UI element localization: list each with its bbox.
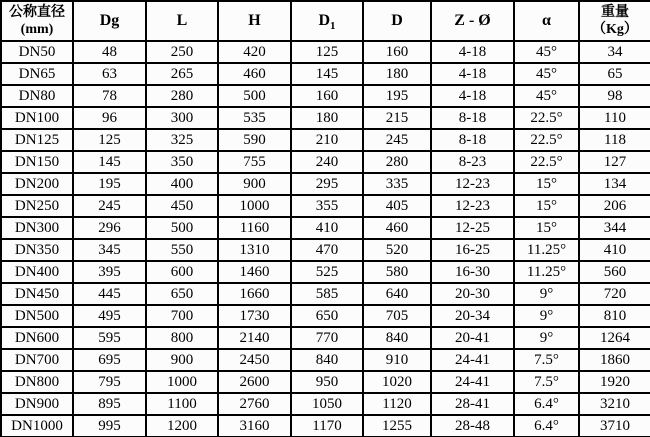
value-cell: 24-41 (431, 371, 514, 393)
value-cell: 22.5° (514, 107, 579, 129)
value-cell: 215 (363, 107, 431, 129)
value-cell: 15° (514, 217, 579, 239)
row-label-cell: DN500 (1, 305, 73, 327)
value-cell: 8-18 (431, 107, 514, 129)
value-cell: 345 (73, 239, 146, 261)
value-cell: 145 (291, 63, 363, 85)
value-cell: 1160 (218, 217, 291, 239)
value-cell: 12-23 (431, 173, 514, 195)
value-cell: 1310 (218, 239, 291, 261)
row-label-cell: DN100 (1, 107, 73, 129)
table-row (1, 63, 650, 85)
value-cell: 195 (73, 173, 146, 195)
value-cell: 1200 (146, 415, 218, 437)
col-header-nominal-diameter (1, 1, 73, 41)
row-label-cell: DN65 (1, 63, 73, 85)
value-cell: 640 (363, 283, 431, 305)
value-cell: 3710 (579, 415, 650, 437)
table-row (1, 41, 650, 63)
value-cell: 840 (291, 349, 363, 371)
value-cell: 3210 (579, 393, 650, 415)
value-cell: 580 (363, 261, 431, 283)
col-header-z-holes: Z - Ø (431, 1, 514, 41)
value-cell: 520 (363, 239, 431, 261)
value-cell: 45° (514, 85, 579, 107)
value-cell: 500 (218, 85, 291, 107)
value-cell: 1100 (146, 393, 218, 415)
value-cell: 895 (73, 393, 146, 415)
value-cell: 9° (514, 305, 579, 327)
value-cell: 1264 (579, 327, 650, 349)
col-header-nominal-diameter-line2: (mm) (20, 22, 54, 37)
value-cell: 6.4° (514, 415, 579, 437)
value-cell: 24-41 (431, 349, 514, 371)
table-row (1, 107, 650, 129)
value-cell: 28-48 (431, 415, 514, 437)
value-cell: 98 (579, 85, 650, 107)
value-cell: 15° (514, 195, 579, 217)
value-cell: 344 (579, 217, 650, 239)
value-cell: 20-30 (431, 283, 514, 305)
row-label-cell: DN450 (1, 283, 73, 305)
value-cell: 810 (579, 305, 650, 327)
value-cell: 34 (579, 41, 650, 63)
table-row (1, 173, 650, 195)
value-cell: 9° (514, 283, 579, 305)
value-cell: 470 (291, 239, 363, 261)
col-header-weight (579, 1, 650, 41)
row-label-cell: DN350 (1, 239, 73, 261)
value-cell: 410 (291, 217, 363, 239)
value-cell: 450 (146, 195, 218, 217)
value-cell: 400 (146, 173, 218, 195)
value-cell: 250 (146, 41, 218, 63)
value-cell: 1120 (363, 393, 431, 415)
value-cell: 240 (291, 151, 363, 173)
value-cell: 16-30 (431, 261, 514, 283)
col-header-alpha: α (514, 1, 579, 41)
value-cell: 180 (363, 63, 431, 85)
value-cell: 720 (579, 283, 650, 305)
value-cell: 585 (291, 283, 363, 305)
value-cell: 11.25° (514, 239, 579, 261)
value-cell: 22.5° (514, 151, 579, 173)
row-label-cell: DN700 (1, 349, 73, 371)
value-cell: 134 (579, 173, 650, 195)
col-header-weight-line2: （Kg） (592, 22, 638, 37)
value-cell: 535 (218, 107, 291, 129)
value-cell: 160 (291, 85, 363, 107)
value-cell: 2760 (218, 393, 291, 415)
col-header-nominal-diameter-line1: 公称直径 (9, 5, 65, 20)
table-row (1, 371, 650, 393)
value-cell: 950 (291, 371, 363, 393)
value-cell: 45° (514, 41, 579, 63)
row-label-cell: DN250 (1, 195, 73, 217)
row-label-cell: DN400 (1, 261, 73, 283)
value-cell: 180 (291, 107, 363, 129)
value-cell: 1050 (291, 393, 363, 415)
col-header-d1: $D_1$ (291, 1, 363, 41)
value-cell: 280 (146, 85, 218, 107)
table-row (1, 283, 650, 305)
table-row (1, 393, 650, 415)
value-cell: 355 (291, 195, 363, 217)
value-cell: 1255 (363, 415, 431, 437)
row-label-cell: DN50 (1, 41, 73, 63)
value-cell: 296 (73, 217, 146, 239)
value-cell: 335 (363, 173, 431, 195)
col-header-weight-line1: 重量 (601, 5, 629, 20)
value-cell: 590 (218, 129, 291, 151)
value-cell: 460 (363, 217, 431, 239)
value-cell: 550 (146, 239, 218, 261)
value-cell: 650 (291, 305, 363, 327)
value-cell: 755 (218, 151, 291, 173)
value-cell: 245 (73, 195, 146, 217)
value-cell: 2140 (218, 327, 291, 349)
value-cell: 265 (146, 63, 218, 85)
value-cell: 110 (579, 107, 650, 129)
value-cell: 45° (514, 63, 579, 85)
value-cell: 560 (579, 261, 650, 283)
value-cell: 1000 (146, 371, 218, 393)
value-cell: 1860 (579, 349, 650, 371)
value-cell: 1460 (218, 261, 291, 283)
value-cell: 3160 (218, 415, 291, 437)
value-cell: 1920 (579, 371, 650, 393)
value-cell: 22.5° (514, 129, 579, 151)
value-cell: 600 (146, 261, 218, 283)
value-cell: 8-23 (431, 151, 514, 173)
value-cell: 900 (146, 349, 218, 371)
value-cell: 210 (291, 129, 363, 151)
value-cell: 995 (73, 415, 146, 437)
table-row (1, 151, 650, 173)
value-cell: 9° (514, 327, 579, 349)
value-cell: 410 (579, 239, 650, 261)
table-row (1, 349, 650, 371)
value-cell: 595 (73, 327, 146, 349)
row-label-cell: DN80 (1, 85, 73, 107)
table-row (1, 195, 650, 217)
table-row (1, 261, 650, 283)
value-cell: 63 (73, 63, 146, 85)
table-row (1, 239, 650, 261)
col-header-d: D (363, 1, 431, 41)
value-cell: 1020 (363, 371, 431, 393)
value-cell: 405 (363, 195, 431, 217)
value-cell: 96 (73, 107, 146, 129)
value-cell: 910 (363, 349, 431, 371)
value-cell: 1660 (218, 283, 291, 305)
row-label-cell: DN200 (1, 173, 73, 195)
header-row (1, 1, 650, 41)
table-row (1, 415, 650, 437)
value-cell: 350 (146, 151, 218, 173)
value-cell: 206 (579, 195, 650, 217)
table-row (1, 129, 650, 151)
value-cell: 445 (73, 283, 146, 305)
value-cell: 7.5° (514, 371, 579, 393)
value-cell: 1000 (218, 195, 291, 217)
row-label-cell: DN125 (1, 129, 73, 151)
value-cell: 7.5° (514, 349, 579, 371)
value-cell: 28-41 (431, 393, 514, 415)
table-row (1, 327, 650, 349)
value-cell: 700 (146, 305, 218, 327)
value-cell: 395 (73, 261, 146, 283)
value-cell: 495 (73, 305, 146, 327)
value-cell: 2450 (218, 349, 291, 371)
value-cell: 1730 (218, 305, 291, 327)
col-header-d1-subscript: 1 (330, 20, 336, 33)
row-label-cell: DN900 (1, 393, 73, 415)
value-cell: 118 (579, 129, 650, 151)
value-cell: 280 (363, 151, 431, 173)
value-cell: 325 (146, 129, 218, 151)
value-cell: 460 (218, 63, 291, 85)
value-cell: 48 (73, 41, 146, 63)
value-cell: 795 (73, 371, 146, 393)
value-cell: 6.4° (514, 393, 579, 415)
col-header-l: L (146, 1, 218, 41)
value-cell: 900 (218, 173, 291, 195)
value-cell: 11.25° (514, 261, 579, 283)
value-cell: 195 (363, 85, 431, 107)
value-cell: 15° (514, 173, 579, 195)
value-cell: 2600 (218, 371, 291, 393)
table-row (1, 85, 650, 107)
value-cell: 145 (73, 151, 146, 173)
value-cell: 4-18 (431, 63, 514, 85)
col-header-dg: Dg (73, 1, 146, 41)
table-row (1, 305, 650, 327)
row-label-cell: DN600 (1, 327, 73, 349)
value-cell: 8-18 (431, 129, 514, 151)
value-cell: 12-23 (431, 195, 514, 217)
value-cell: 4-18 (431, 85, 514, 107)
value-cell: 127 (579, 151, 650, 173)
col-header-h: H (218, 1, 291, 41)
value-cell: 705 (363, 305, 431, 327)
table-body (1, 41, 650, 437)
value-cell: 770 (291, 327, 363, 349)
value-cell: 840 (363, 327, 431, 349)
value-cell: 12-25 (431, 217, 514, 239)
value-cell: 4-18 (431, 41, 514, 63)
value-cell: 245 (363, 129, 431, 151)
value-cell: 650 (146, 283, 218, 305)
row-label-cell: DN150 (1, 151, 73, 173)
value-cell: 125 (73, 129, 146, 151)
value-cell: 16-25 (431, 239, 514, 261)
row-label-cell: DN300 (1, 217, 73, 239)
value-cell: 695 (73, 349, 146, 371)
table-row (1, 217, 650, 239)
value-cell: 800 (146, 327, 218, 349)
value-cell: 300 (146, 107, 218, 129)
value-cell: 125 (291, 41, 363, 63)
row-label-cell: DN1000 (1, 415, 73, 437)
value-cell: 20-34 (431, 305, 514, 327)
value-cell: 65 (579, 63, 650, 85)
value-cell: 160 (363, 41, 431, 63)
value-cell: 1170 (291, 415, 363, 437)
value-cell: 525 (291, 261, 363, 283)
value-cell: 78 (73, 85, 146, 107)
value-cell: 500 (146, 217, 218, 239)
value-cell: 20-41 (431, 327, 514, 349)
value-cell: 420 (218, 41, 291, 63)
value-cell: 295 (291, 173, 363, 195)
row-label-cell: DN800 (1, 371, 73, 393)
